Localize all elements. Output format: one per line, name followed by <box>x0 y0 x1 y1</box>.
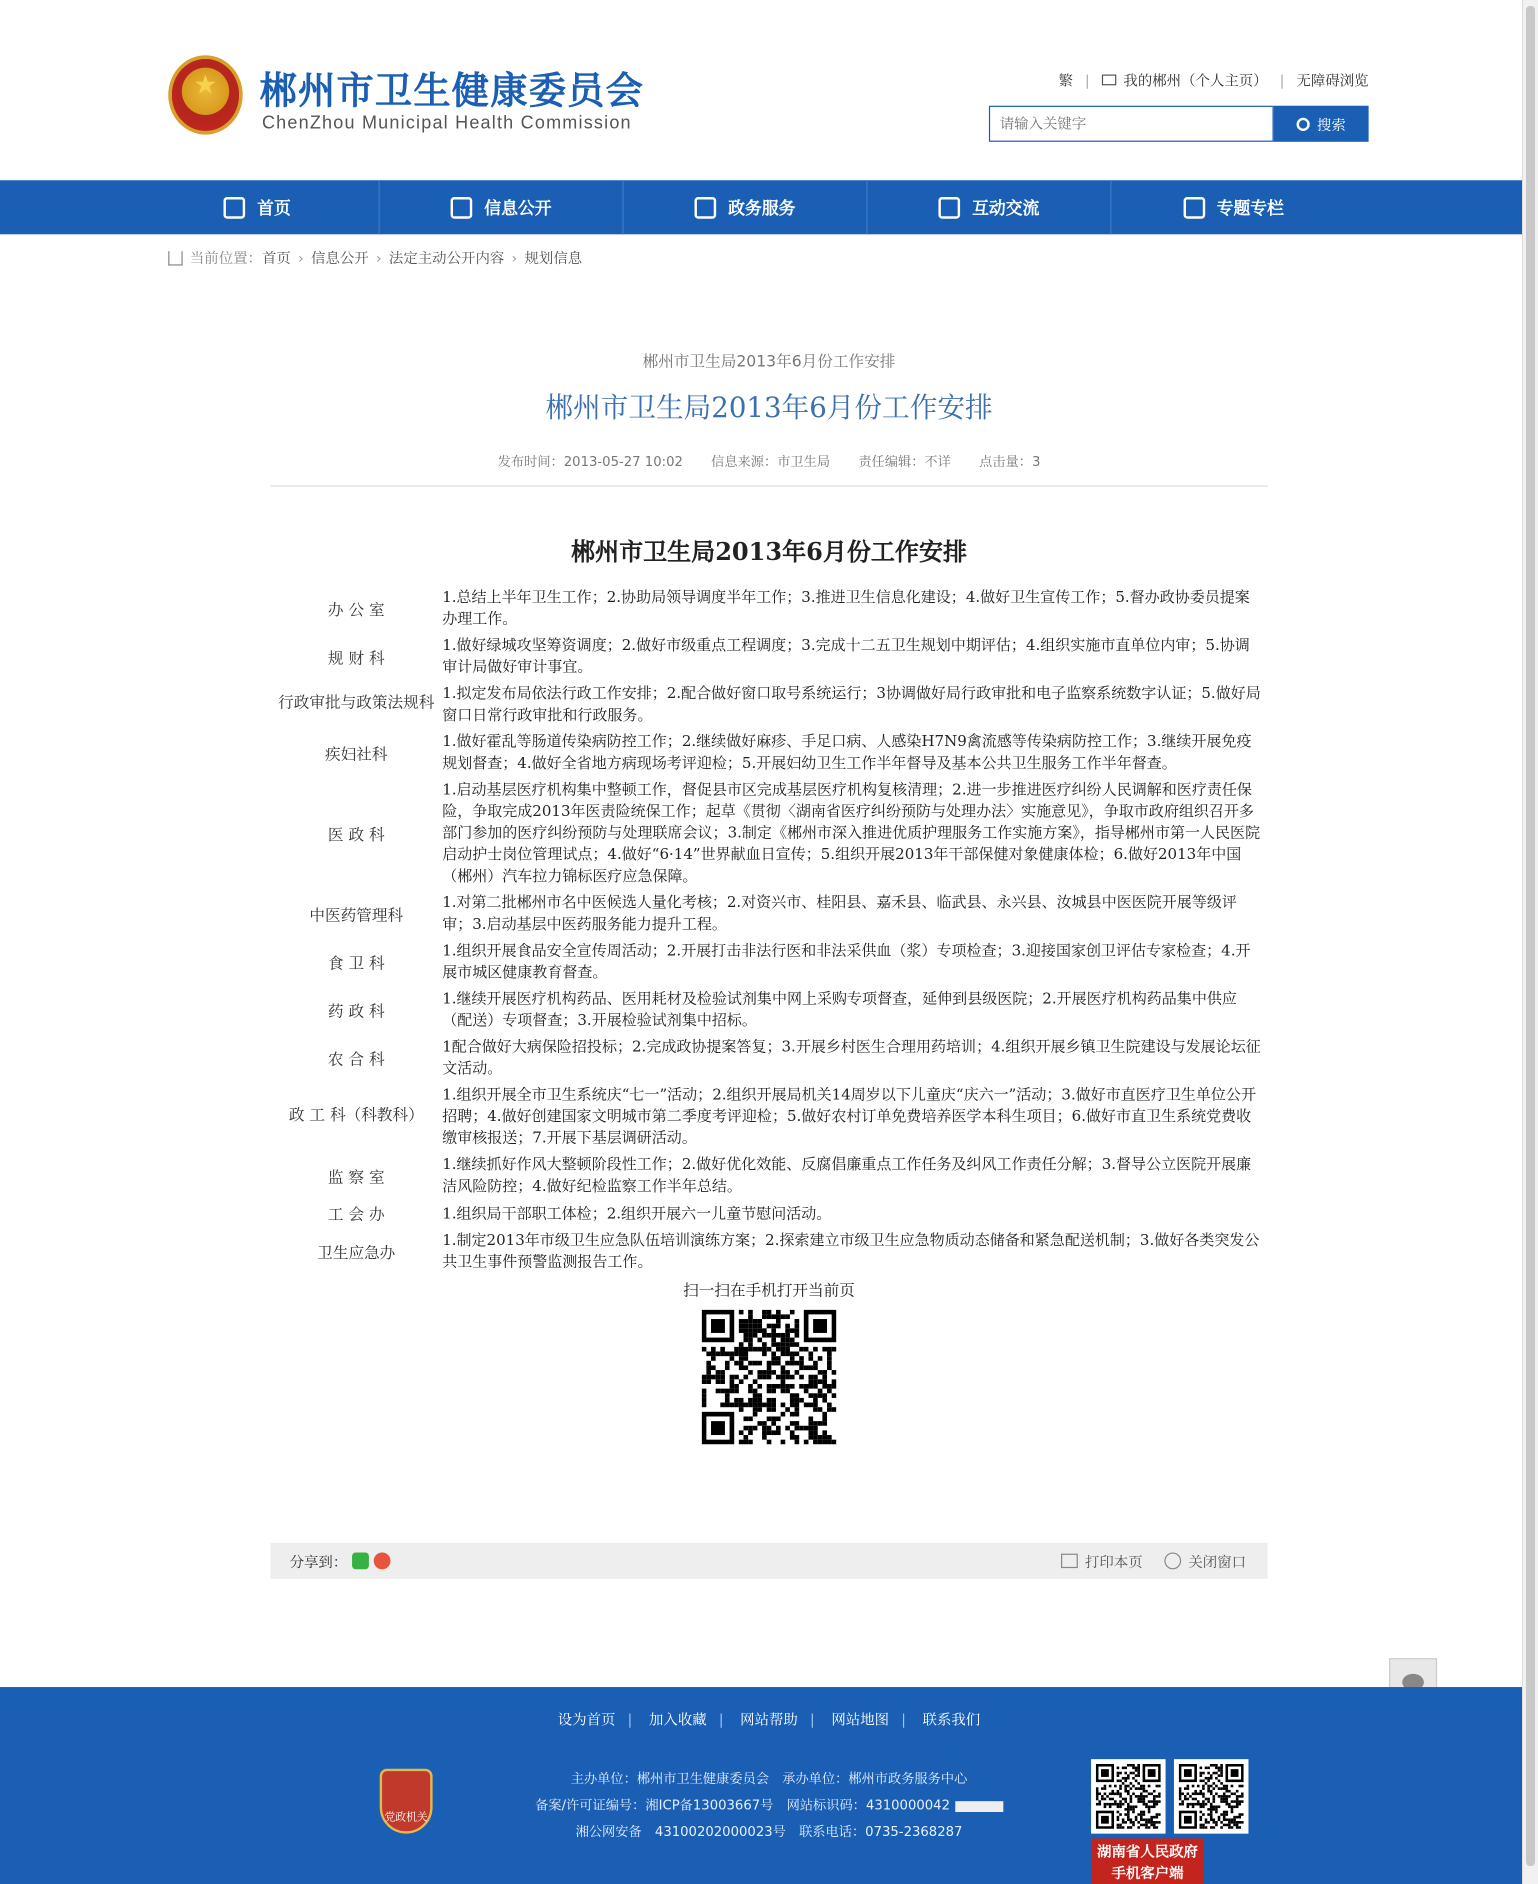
chevron-right-icon: › <box>298 249 304 267</box>
nav-label: 互动交流 <box>972 198 1040 219</box>
department-name: 行政审批与政策法规科 <box>278 694 435 713</box>
breadcrumb-statutory[interactable]: 法定主动公开内容 <box>388 249 505 267</box>
department-name: 工 会 办 <box>327 1206 385 1225</box>
layers-icon <box>1183 196 1205 218</box>
police-info: 湘公网安备 43100202000023号 联系电话：0735-2368287 <box>575 1824 963 1840</box>
task-row <box>270 988 1267 1031</box>
share-bar <box>270 1543 1267 1579</box>
nav-label: 专题专栏 <box>1216 198 1284 219</box>
task-row <box>270 683 1267 726</box>
chevron-right-icon: › <box>511 249 518 267</box>
edit-icon <box>695 196 717 218</box>
footer <box>0 1687 1538 1884</box>
task-row <box>270 1229 1267 1272</box>
department-name: 医 政 科 <box>327 826 385 845</box>
accessible-browse-link[interactable]: 无障碍浏览 <box>1296 72 1369 89</box>
nav-info-disclosure[interactable] <box>380 180 624 234</box>
my-chenzhou-link[interactable]: 我的郴州（个人主页） <box>1123 72 1268 89</box>
divider: | <box>809 1711 815 1728</box>
task-row <box>270 586 1267 629</box>
nav-label: 信息公开 <box>484 198 552 219</box>
department-tasks: 1.组织开展全市卫生系统庆“七一”活动；2.组织开展局机关14周岁以下儿童庆“庆六一”活动；3.做好市直医疗卫生单位公开招聘；4.做好创建国家文明城市第二季度考评迎检；5.做好农村订单免费培养医学本科生项目；6.做好市直卫生系统党费收缴审核报送；7.开展下基层调研活动。 <box>442 1085 1256 1147</box>
chat-icon <box>938 196 960 218</box>
qr-code <box>1174 1759 1248 1833</box>
document-title: 郴州市卫生局2013年6月份工作安排 <box>571 537 968 566</box>
footer-link-homepage[interactable]: 设为首页 <box>557 1711 616 1728</box>
footer-links <box>0 1709 1538 1729</box>
party-gov-badge[interactable] <box>380 1769 433 1834</box>
task-row <box>270 892 1267 935</box>
breadcrumb-home[interactable]: 首页 <box>261 249 291 267</box>
publish-time: 发布时间：2013-05-27 10:02 <box>497 454 683 470</box>
main-nav <box>0 180 1538 234</box>
qr-container <box>270 1310 1267 1445</box>
breadcrumb-info[interactable]: 信息公开 <box>311 249 369 267</box>
task-row <box>270 940 1267 983</box>
article-title: 郴州市卫生局2013年6月份工作安排 <box>545 392 993 425</box>
icp-text: 备案/许可证编号：湘ICP备13003667号 网站标识码：4310000042 <box>535 1797 951 1814</box>
department-tasks: 1.做好绿城攻坚筹资调度；2.做好市级重点工程调度；3.完成十二五卫生规划中期评估；4.组织实施市直单位内审；5.协调审计局做好审计事宜。 <box>442 635 1250 676</box>
department-name: 疾妇社科 <box>325 745 388 764</box>
chevron-right-icon: › <box>375 249 382 267</box>
editor: 责任编辑：不详 <box>858 454 951 470</box>
department-name: 办 公 室 <box>327 601 385 620</box>
department-tasks: 1.启动基层医疗机构集中整顿工作，督促县市区完成基层医疗机构复核清理；2.进一步推进医疗纠纷人民调解和医疗责任保险，争取完成2013年医责险统保工作；起草《贯彻〈湖南省医疗纠纷预防与处理办法〉实施意见》，争取市政府组织召开多部门参加的医疗纠纷预防与处理联席会议；3.制定《郴州市深入推进优质护理服务工作实施方案》，指导郴州市第一人民医院启动护士岗位管理试点；4.做好“6·14”世界献血日宣传；5.组织开展2013年干部保健对象健康体检；6.做好2013年中国（郴州）汽车拉力锦标医疗应急保障。 <box>442 779 1261 885</box>
nav-gov-services[interactable] <box>624 180 868 234</box>
article-kicker: 郴州市卫生局2013年6月份工作安排 <box>642 353 896 372</box>
search-icon <box>1297 117 1310 130</box>
footer-link-contact[interactable]: 联系我们 <box>922 1711 981 1728</box>
home-icon <box>223 196 245 218</box>
task-row <box>270 1202 1267 1225</box>
breadcrumb <box>168 248 582 268</box>
department-tasks: 1.拟定发布局依法行政工作安排；2.配合做好窗口取号系统运行；3协调做好局行政审批和电子监察系统数字认证；5.做好局窗口日常行政审批和行政服务。 <box>442 683 1261 724</box>
task-row <box>270 634 1267 677</box>
department-name: 药 政 科 <box>327 1002 385 1021</box>
search-box <box>989 106 1369 142</box>
task-row <box>270 1084 1267 1149</box>
badge-label: 党政机关 <box>384 1812 428 1825</box>
department-tasks: 1.组织局干部职工体检；2.组织开展六一儿童节慰问活动。 <box>442 1203 832 1222</box>
nav-home[interactable] <box>136 180 380 234</box>
footer-link-help[interactable]: 网站帮助 <box>740 1711 798 1728</box>
search-input[interactable] <box>989 106 1274 142</box>
department-name: 政 工 科（科教科） <box>288 1106 424 1125</box>
scrollbar-thumb[interactable] <box>1526 6 1535 1866</box>
nav-label: 首页 <box>257 198 291 219</box>
close-label: 关闭窗口 <box>1188 1553 1247 1570</box>
computer-icon <box>1102 74 1116 85</box>
hunan-label: 湖南省人民政府 <box>1097 1843 1198 1861</box>
print-button[interactable] <box>1061 1551 1143 1571</box>
print-label: 打印本页 <box>1085 1553 1143 1570</box>
document-icon <box>451 196 473 218</box>
task-table <box>270 586 1267 1444</box>
divider: | <box>901 1711 906 1728</box>
department-name: 卫生应急办 <box>317 1244 396 1263</box>
department-name: 中医药管理科 <box>309 906 404 925</box>
footer-link-favorite[interactable]: 加入收藏 <box>648 1711 707 1728</box>
task-row <box>270 779 1267 887</box>
department-tasks: 1.制定2013年市级卫生应急队伍培训演练方案；2.探索建立市级卫生应急物质动态储备和紧急配送机制；3.做好各类突发公共卫生事件预警监测报告工作。 <box>442 1230 1260 1271</box>
department-name: 规 财 科 <box>327 649 385 668</box>
department-tasks: 1.继续抓好作风大整顿阶段性工作；2.做好优化效能、反腐倡廉重点工作任务及纠风工作责任分解；3.督导公立医院开展廉洁风险防控；4.做好纪检监察工作半年总结。 <box>442 1154 1252 1195</box>
qr-code <box>1091 1759 1165 1833</box>
close-icon <box>1164 1552 1181 1569</box>
nav-interaction[interactable] <box>868 180 1112 234</box>
department-tasks: 1.对第二批郴州市名中医候选人量化考核；2.对资兴市、桂阳县、嘉禾县、临武县、永兴县、汝城县中医医院开展等级评审；3.启动基层中医药服务能力提升工程。 <box>442 892 1237 933</box>
department-name: 监 察 室 <box>327 1168 385 1187</box>
divider: | <box>1084 71 1090 89</box>
search-button-label: 搜索 <box>1316 115 1346 133</box>
nav-label: 政务服务 <box>728 198 796 219</box>
icp-info <box>529 1793 1010 1819</box>
qr-code <box>702 1310 837 1445</box>
article <box>270 336 1267 1301</box>
department-tasks: 1配合做好大病保险招投标；2.完成政协提案答复；3.开展乡村医生合理用药培训；4.组织开展乡镇卫生院建设与发展论坛征文活动。 <box>442 1036 1261 1077</box>
site-title[interactable]: 郴州市卫生健康委员会 <box>259 69 645 113</box>
printer-icon <box>1061 1554 1078 1568</box>
traditional-chinese-link[interactable]: 繁 <box>1058 72 1073 89</box>
department-tasks: 1.组织开展食品安全宣传周活动；2.开展打击非法行医和非法采供血（浆）专项检查；3.迎接国家创卫评估专家检查；4.开展市城区健康教育督查。 <box>442 940 1251 981</box>
home-icon <box>168 251 182 265</box>
divider: | <box>1279 71 1285 89</box>
site-subtitle: ChenZhou Municipal Health Commission <box>261 112 632 134</box>
info-source: 信息来源：市卫生局 <box>711 454 831 470</box>
breadcrumb-planning[interactable]: 规划信息 <box>524 249 583 267</box>
divider: | <box>718 1711 724 1728</box>
department-tasks: 1.做好霍乱等肠道传染病防控工作；2.继续做好麻疹、手足口病、人感染H7N9禽流感等传染病防控工作；3.继续开展免疫规划督查；4.做好全省地方病现场考评迎检；5.开展妇幼卫生工作半年督导及基本公共卫生服务工作半年督查。 <box>442 731 1252 772</box>
share-label: 分享到： <box>289 1553 348 1570</box>
task-row <box>270 731 1267 774</box>
breadcrumb-label: 当前位置： <box>189 249 262 267</box>
vertical-scrollbar[interactable] <box>1522 0 1538 1884</box>
footer-info <box>529 1766 1010 1845</box>
divider: | <box>627 1711 633 1728</box>
close-window-button[interactable] <box>1164 1551 1246 1571</box>
footer-link-sitemap[interactable]: 网站地图 <box>831 1711 890 1728</box>
weibo-icon[interactable] <box>374 1552 391 1569</box>
department-tasks: 1.总结上半年卫生工作；2.协助局领导调度半年工作；3.推进卫生信息化建设；4.做好卫生宣传工作；5.督办政协委员提案办理工作。 <box>442 587 1250 628</box>
nav-topics[interactable] <box>1111 180 1355 234</box>
article-meta <box>270 452 1267 471</box>
wechat-icon[interactable] <box>352 1552 369 1569</box>
department-name: 农 合 科 <box>327 1050 385 1069</box>
hunan-app-link[interactable] <box>1091 1838 1204 1884</box>
host-info: 主办单位：郴州市卫生健康委员会 承办单位：郴州市政务服务中心 <box>570 1771 968 1787</box>
department-tasks: 1.继续开展医疗机构药品、医用耗材及检验试剂集中网上采购专项督查，延伸到县级医院；2.开展医疗机构药品集中供应（配送）专项督查；3.开展检验试剂集中招标。 <box>442 988 1237 1029</box>
task-row <box>270 1154 1267 1197</box>
search-button[interactable] <box>1274 106 1369 142</box>
task-row <box>270 1036 1267 1079</box>
cnzz-icon[interactable] <box>955 1801 1003 1812</box>
department-name: 食 卫 科 <box>327 954 385 973</box>
hunan-sub-label: 手机客户端 <box>1111 1864 1184 1882</box>
click-count: 点击量：3 <box>979 454 1041 470</box>
national-emblem-icon <box>168 55 242 134</box>
divider <box>270 485 1267 486</box>
header <box>0 0 1538 180</box>
scan-prompt: 扫一扫在手机打开当前页 <box>683 1282 855 1301</box>
top-links <box>1058 70 1368 90</box>
